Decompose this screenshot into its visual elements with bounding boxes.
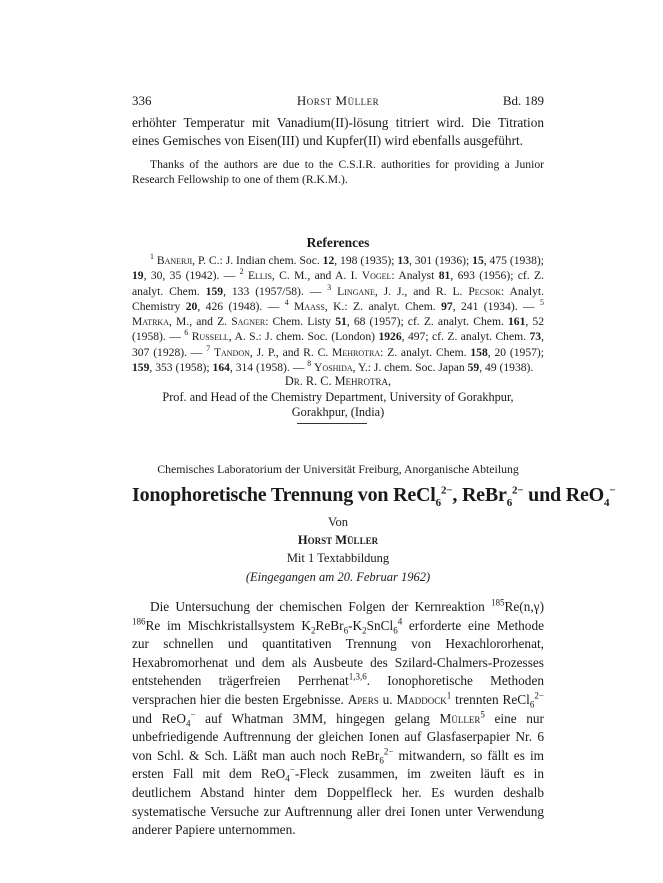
ref-volume: 97 — [441, 299, 453, 313]
signature-name: Dr. R. C. Mehrotra, — [284, 374, 392, 388]
ref-volume: 159 — [132, 361, 150, 375]
byline-von: Von — [328, 515, 348, 529]
ref-source: : J. chem. Soc. (London) — [258, 330, 379, 344]
ref-volume: 158 — [470, 345, 488, 359]
ref-source: , 314 (1958). — — [229, 361, 308, 375]
body-text: und ReO — [132, 710, 186, 726]
ref-volume: 164 — [212, 361, 230, 375]
ref-author: Maass, K. — [294, 299, 345, 313]
references-heading: References — [306, 235, 370, 250]
ref-source: : J. Indian chem. Soc. — [219, 254, 323, 267]
ref-source: , and R. C. — [275, 345, 333, 359]
title-text: , ReBr — [452, 484, 507, 506]
body-text: -K — [348, 617, 363, 633]
article-author: Horst Müller — [297, 533, 379, 547]
ref-volume: 159 — [205, 284, 224, 298]
body-text: Die Untersuchung der chemischen Folgen der Kernreaktion — [150, 599, 491, 614]
page-number: 336 — [132, 93, 152, 108]
running-header — [132, 93, 544, 111]
ref-number: 2 — [239, 267, 244, 277]
body-text: eine nur unbefriedigende Auftrennung der gleichen Ionen auf Glasfaserpapier Nr. 6 von Schl. & Sch. Läßt man auch noch ReBr — [132, 710, 544, 763]
body-text: erforderte eine Methode zur schnellen und quantitativen Trennung von Hexachlororhenat, Hexabromorhenat und dem als Ausbeute des Szilard-Chalmers-Prozesses entstehenden trägerfreien Perrhenat — [132, 617, 544, 689]
body-text: Re im Mischkristallsystem K — [145, 617, 311, 633]
ref-author: Vogel — [361, 269, 392, 283]
volume-label: Bd. 189 — [502, 93, 544, 108]
ref-source: , 301 (1936); — [409, 254, 473, 267]
ref-source: , 426 (1948). — — [197, 299, 285, 313]
ref-author: Ellis, C. M. — [247, 269, 308, 283]
figure-count: Mit 1 Textabbildung — [286, 551, 390, 565]
ref-author: Sagner — [231, 315, 266, 329]
ref-volume: 73 — [529, 330, 542, 344]
ref-volume: 59 — [467, 361, 480, 375]
ref-number: 1 — [150, 252, 154, 262]
ref-source: , 133 (1957/58). — — [223, 284, 328, 298]
ref-number: 3 — [327, 282, 332, 292]
body-text: u. — [378, 691, 397, 707]
ref-number: 4 — [284, 298, 289, 308]
ref-source: : Analyt. Chemistry — [132, 284, 545, 313]
ref-author: Lingane, J. J. — [337, 284, 405, 298]
ref-source: , 68 (1957); cf. Z. analyt. Chem. — [346, 315, 508, 329]
body-text: ReBr — [315, 617, 344, 633]
received-date: (Eingegangen am 20. Februar 1962) — [245, 570, 431, 584]
ref-source: , 20 (1957); — [487, 345, 544, 359]
ref-author: Russell, A. S. — [191, 330, 259, 344]
ref-source: , 241 (1934). — — [452, 299, 541, 313]
running-title: Horst Müller — [296, 93, 380, 108]
title-text: Ionophoretische Trennung von ReCl — [132, 484, 436, 506]
ref-source: , 198 (1935); — [334, 254, 398, 267]
body-text: auf Whatman 3MM, hingegen gelang — [195, 710, 440, 726]
ref-author: Matrka, M. — [132, 315, 190, 329]
ref-source: , 52 (1958). — — [132, 315, 544, 344]
ref-author: Yoshida, Y. — [314, 361, 368, 375]
acknowledgement-paragraph: Thanks of the authors are due to the C.S.I.R. authorities for providing a Junior Research Fellowship to one of them (R.K.M.). — [132, 158, 544, 187]
ref-source: , and Z. — [189, 315, 232, 329]
references-list — [132, 253, 544, 375]
body-paragraph: Die Untersuchung der chemischen Folgen der Kernreaktion $^{185}$Re(n,γ) $^{186}$Re im Mischkristallsystem $K_2ReBr_6-K_2SnCl_6^4$ erforderte eine Methode zur schnellen und quantitativen Trennung von Hexachlororhenat, Hexabromorhenat und dem als Ausbeute des Szilard-Chalmers-Prozesses entstehenden trägerfreien Perrhenat$^{1,3,6}$. Ionophoretische Methoden versprachen hier die besten Ergebnisse. Apers u. Maddock$^1$ trennten ReCl$_6^{2-}$ und ReO$_4$− auf Whatman 3MM, hingegen gelang Müller$^5$ eine nur unbefriedigende Auftrennung der gleichen Ionen auf Glasfaserpapier Nr. 6 von Schl. & Sch. Läßt man auch noch ReBr$_6^{2-}$ mitwandern, so fällt es im ersten Fall mit dem ReO$_4$−-Fleck zusammen, im zweiten läuft es in deutlichem Abstand hinter dem Doppelfleck her. Es wurden deshalb systematische Versuche zur Auftrennung aller drei Ionen unter Verwendung anderer Papiere unternommen. — [132, 597, 544, 838]
ref-number: 7 — [206, 343, 211, 353]
ref-source: , 49 (1938). — [479, 361, 534, 375]
body-text: -Fleck zusammen, im zweiten läuft es in deutlichem Abstand hinter dem Doppelfleck her. Es wurden deshalb systematische Versuche zur Auftrennung aller drei Ionen unter Verwendung anderer Papiere unternommen. — [132, 766, 544, 838]
ref-source: , 307 (1928). — — [132, 330, 544, 359]
ref-source: , 693 (1956); cf. Z. analyt. Chem. — [132, 269, 544, 298]
ref-volume: 20 — [185, 299, 198, 313]
ref-source: , and A. I. — [307, 269, 362, 283]
ref-author: Mehrotra — [332, 345, 381, 359]
ref-volume: 12 — [322, 254, 335, 267]
ref-number: 8 — [307, 359, 312, 369]
ref-number: 5 — [540, 298, 544, 308]
ref-source: : J. chem. Soc. Japan — [367, 361, 468, 375]
ref-author: Pecsok — [468, 284, 502, 298]
ref-author: Banerji, P. C. — [156, 254, 220, 267]
ref-source: : Z. analyt. Chem. — [380, 345, 471, 359]
cited-author: Maddock — [396, 691, 447, 707]
cited-author: Müller — [439, 710, 481, 726]
ref-source: , 30, 35 (1942). — — [143, 269, 240, 283]
body-text: trennten ReCl — [451, 691, 530, 707]
ref-source: , 475 (1938); — [483, 254, 544, 267]
signature-affiliation: Prof. and Head of the Chemistry Department, University of Gorakhpur, — [162, 389, 514, 404]
ref-source: , 497; cf. Z. analyt. Chem. — [401, 330, 530, 344]
ref-author: Tandon, J. P. — [213, 345, 276, 359]
signature-block — [132, 374, 544, 421]
signature-location: Gorakhpur, (India) — [291, 405, 385, 420]
body-text: . Ionophoretische Methoden versprachen hier die besten Ergebnisse. — [132, 673, 544, 707]
ref-volume: 51 — [335, 315, 347, 329]
cited-author: Apers — [347, 691, 379, 707]
ref-volume: 161 — [507, 315, 526, 329]
ref-source: , and R. L. — [404, 284, 469, 298]
ref-source: : Z. analyt. Chem. — [344, 299, 442, 313]
ref-source: : Analyst — [391, 269, 439, 283]
ref-source: : Chem. Listy — [265, 315, 336, 329]
ref-source: , 353 (1958); — [149, 361, 213, 375]
institution-line: Chemisches Laboratorium der Universität Freiburg, Anorganische Abteilung — [157, 462, 519, 476]
section-divider — [297, 423, 367, 424]
ref-volume: 1926 — [378, 330, 402, 344]
ref-volume: 15 — [472, 254, 484, 267]
body-text: SnCl — [366, 617, 394, 633]
article-title: Ionophoretische Trennung von ReCl$_6^{2-}$, ReBr$_6^{2-}$ und ReO$_4$− — [132, 484, 616, 509]
title-text: und ReO — [523, 484, 605, 506]
ref-volume: 13 — [397, 254, 409, 267]
ref-volume: 19 — [132, 269, 144, 283]
ref-number: 6 — [184, 328, 189, 338]
carryover-paragraph: erhöhter Temperatur mit Vanadium(II)-lösung titriert wird. Die Titration eines Gemisches von Eisen(III) und Kupfer(II) wird ebenfalls ausgeführt. — [132, 115, 544, 148]
ref-volume: 81 — [438, 269, 451, 283]
body-text: mitwandern, so fällt es im ersten Fall mit dem ReO — [132, 747, 544, 782]
body-text: Re(n,γ) — [504, 599, 544, 614]
